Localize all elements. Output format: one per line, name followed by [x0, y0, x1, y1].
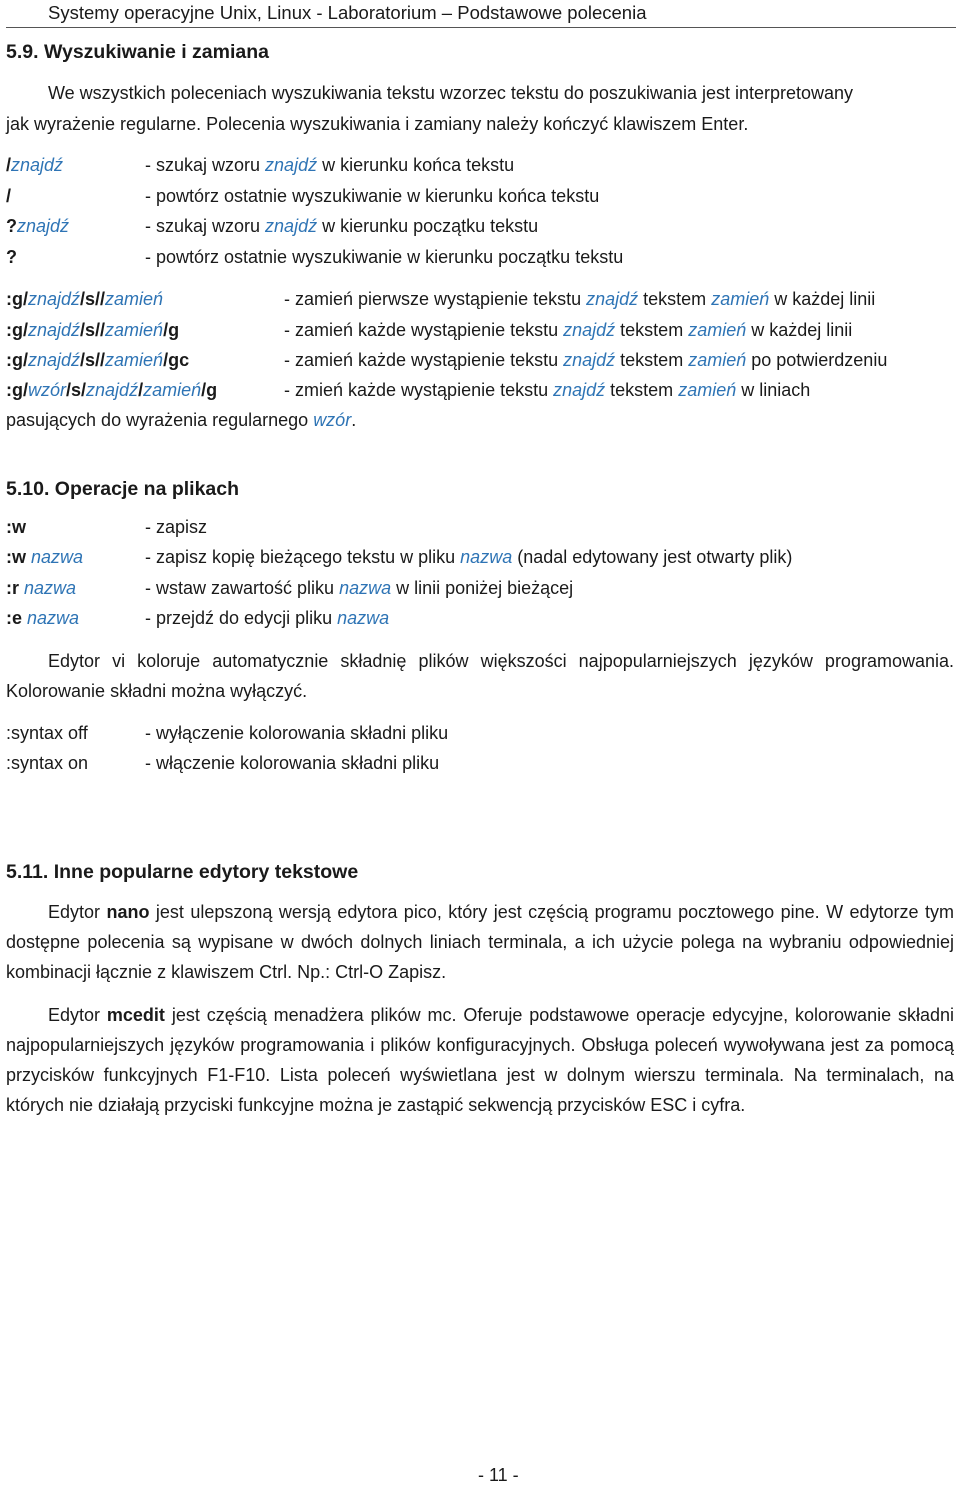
search-desc: - powtórz ostatnie wyszukiwanie w kierunku końca tekstu	[145, 186, 600, 206]
file-desc: - przejdź do edycji pliku nazwa	[145, 608, 390, 628]
file-cmd: :e nazwa	[6, 608, 80, 628]
replace-desc: - zmień każde wystąpienie tekstu znajdź tekstem zamień w liniach	[284, 380, 811, 400]
file-desc: - wstaw zawartość pliku nazwa w linii poniżej bieżącej	[145, 578, 574, 598]
file-cmd: :r nazwa	[6, 578, 77, 598]
section-heading-5-10: 5.10. Operacje na plikach	[6, 478, 240, 500]
replace-desc: - zamień każde wystąpienie tekstu znajdź tekstem zamień po potwierdzeniu	[284, 350, 888, 370]
syntax-desc: - włączenie kolorowania składni pliku	[145, 753, 440, 773]
mcedit-paragraph: Edytor mcedit jest częścią menadżera plików mc. Oferuje podstawowe operacje edycyjne, kolorowanie składni najpopularniejszych języków programowania i plików konfiguracyjnych. Obsługa poleceń wywoływana jest za pomocą przycisków funkcyjnych F1-F10. Lista poleceń wyświetlana jest w dolnym wierszu terminala. Na terminalach, na których nie działają przyciski funkcyjne można je zastąpić sekwencją przycisków ESC i cyfra.	[6, 1005, 954, 1115]
section-heading-5-9: 5.9. Wyszukiwanie i zamiana	[6, 41, 270, 63]
replace-cmd: :g/wzór/s/znajdź/zamień/g	[6, 380, 218, 400]
syntax-desc: - wyłączenie kolorowania składni pliku	[145, 723, 449, 743]
replace-cmd: :g/znajdź/s//zamień/g	[6, 320, 180, 340]
replace-cmd: :g/znajdź/s//zamień	[6, 289, 164, 309]
replace-desc: - zamień pierwsze wystąpienie tekstu znajdź tekstem zamień w każdej linii	[284, 289, 876, 309]
file-cmd: :w	[6, 517, 26, 537]
section-heading-5-11: 5.11. Inne popularne edytory tekstowe	[6, 861, 359, 883]
replace-desc-continuation: pasujących do wyrażenia regularnego wzór.	[6, 410, 357, 430]
replace-desc: - zamień każde wystąpienie tekstu znajdź tekstem zamień w każdej linii	[284, 320, 853, 340]
search-cmd: ?znajdź	[6, 216, 70, 236]
search-cmd: ?	[6, 247, 17, 267]
search-desc: - powtórz ostatnie wyszukiwanie w kierunku początku tekstu	[145, 247, 624, 267]
header-rule	[6, 27, 956, 28]
search-desc: - szukaj wzoru znajdź w kierunku końca tekstu	[145, 155, 515, 175]
intro-line-1: We wszystkich poleceniach wyszukiwania tekstu wzorzec tekstu do poszukiwania jest interpretowany	[48, 83, 854, 103]
page-number: - 11 -	[478, 1465, 519, 1485]
search-desc: - szukaj wzoru znajdź w kierunku początku tekstu	[145, 216, 539, 236]
running-header: Systemy operacyjne Unix, Linux - Laboratorium – Podstawowe polecenia	[48, 2, 647, 23]
syntax-cmd: :syntax off	[6, 723, 88, 743]
file-desc: - zapisz	[145, 517, 208, 537]
intro-line-2: jak wyrażenie regularne. Polecenia wyszukiwania i zamiany należy kończyć klawiszem Enter.	[6, 114, 749, 134]
nano-paragraph: Edytor nano jest ulepszoną wersją edytora pico, który jest częścią programu pocztowego pine. W edytorze tym dostępne polecenia są wypisane w dwóch dolnych liniach terminala, a ich użycie polega na wybraniu odpowiedniej kombinacji łącznie z klawiszem Ctrl. Np.: Ctrl-O Zapisz.	[6, 902, 954, 982]
syntax-cmd: :syntax on	[6, 753, 89, 773]
search-cmd: /znajdź	[6, 155, 64, 175]
file-desc: - zapisz kopię bieżącego tekstu w pliku nazwa (nadal edytowany jest otwarty plik)	[145, 547, 793, 567]
search-cmd: /	[6, 186, 12, 206]
file-cmd: :w nazwa	[6, 547, 84, 567]
replace-cmd: :g/znajdź/s//zamień/gc	[6, 350, 190, 370]
syntax-paragraph: Edytor vi koloruje automatycznie składnię plików większości najpopularniejszych języków programowania. Kolorowanie składni można wyłączyć.	[6, 651, 954, 701]
